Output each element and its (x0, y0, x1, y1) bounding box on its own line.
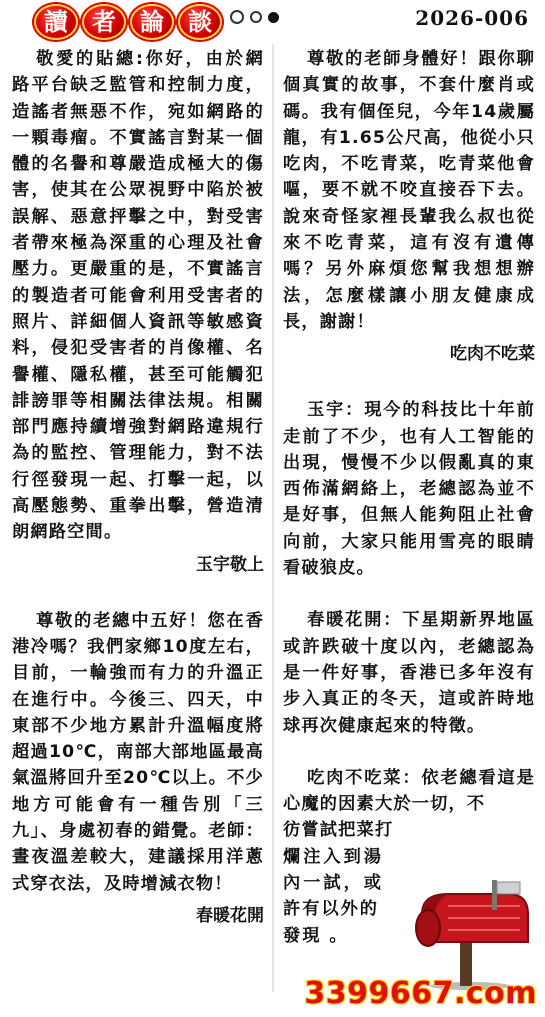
title-char-3: 論 (130, 4, 174, 40)
circle-outline-icon (230, 10, 244, 24)
editor-reply-line: 發現 。 (283, 925, 349, 946)
letter-signature: 春暖花開 (196, 905, 264, 926)
right-column (283, 46, 535, 949)
title-char-1: 讀 (34, 4, 78, 40)
mailbox-icon (400, 880, 540, 990)
editor-reply-line: 許有以外的 (283, 899, 379, 920)
editor-reply: 春暖花開：下星期新界地區或許跌破十度以內，老總認為是一件好事，香港已多年沒有步入真正的冬天，這或許時地球再次健康起來的特徵。 (283, 610, 535, 736)
footer-url: 3399667.com (304, 976, 537, 1011)
left-column (12, 46, 264, 929)
editor-reply-line: 吃肉不吃菜：依老總看這是心魔的因素大於一切，不 (283, 767, 535, 815)
column-title (34, 4, 222, 40)
editor-reply: 玉宇：現今的科技比十年前走前了不少，也有人工智能的出現，慢慢不少以假亂真的東西佈滿網絡上，老總認為並不是好事，但無人能夠阻止社會向前，大家只能用雪亮的眼睛看破狼皮。 (283, 400, 535, 579)
decorative-dots (230, 10, 279, 24)
header (0, 0, 545, 40)
letter-signature: 玉宇敬上 (196, 554, 264, 575)
editor-reply-line: 內一試，或 (283, 873, 384, 894)
column-divider (272, 44, 274, 992)
title-char-4: 談 (178, 4, 222, 40)
circle-outline-small-icon (250, 11, 262, 23)
letter-text: 尊敬的老總中五好！您在香港冷嗎？我們家鄉10度左右，目前，一輪強而有力的升溫正在進行中。今後三、四天，中東部不少地方累計升溫幅度將超過10℃，南部大部地區最高氣溫將回升至20℃以上。不少地方可能會有一種告別「三九」、身處初春的錯覺。老師：晝夜溫差較大，建議採用洋蔥式穿衣法，及時增減衣物！ (12, 610, 264, 894)
editor-reply-line: 彷嘗試把菜打 (283, 820, 394, 841)
letter-text: 敬愛的貼總:你好，由於網路平台缺乏監管和控制力度，造謠者無惡不作，宛如網路的一顆毒瘤。不實謠言對某一個體的名譽和尊嚴造成極大的傷害，使其在公眾視野中陷於被誤解、惡意抨擊之中，對受害者帶來極為深重的心理及社會壓力。更嚴重的是，不實謠言的製造者可能會利用受害者的照片、詳細個人資訊等敏感資料，侵犯受害者的肖像權、名譽權、隱私權，甚至可能觸犯誹謗罪等相關法律法規。相關部門應持續增強對網路違規行為的監控、管理能力，對不法行徑發現一起、打擊一起，以高壓態勢、重拳出擊，營造清朗網路空間。 (12, 49, 264, 543)
circle-filled-icon (268, 12, 279, 23)
issue-number: 2026-006 (415, 6, 529, 30)
title-char-2: 者 (82, 4, 126, 40)
editor-reply-line: 爛注入到湯 (283, 846, 384, 867)
letter-signature: 吃肉不吃菜 (450, 344, 535, 365)
letter-text: 尊敬的老師身體好！跟你聊個真實的故事，不套什麼肖或碼。我有個侄兒，今年14歲屬龍，有1.65公尺高，他從小只吃肉，不吃青菜，吃青菜他會嘔，要不就不咬直接吞下去。說來奇怪家裡長輩我么叔也從來不吃青菜，這有沒有遺傳嗎？另外麻煩您幫我想想辦法，怎麼樣讓小朋友健康成長，謝謝！ (283, 49, 535, 332)
